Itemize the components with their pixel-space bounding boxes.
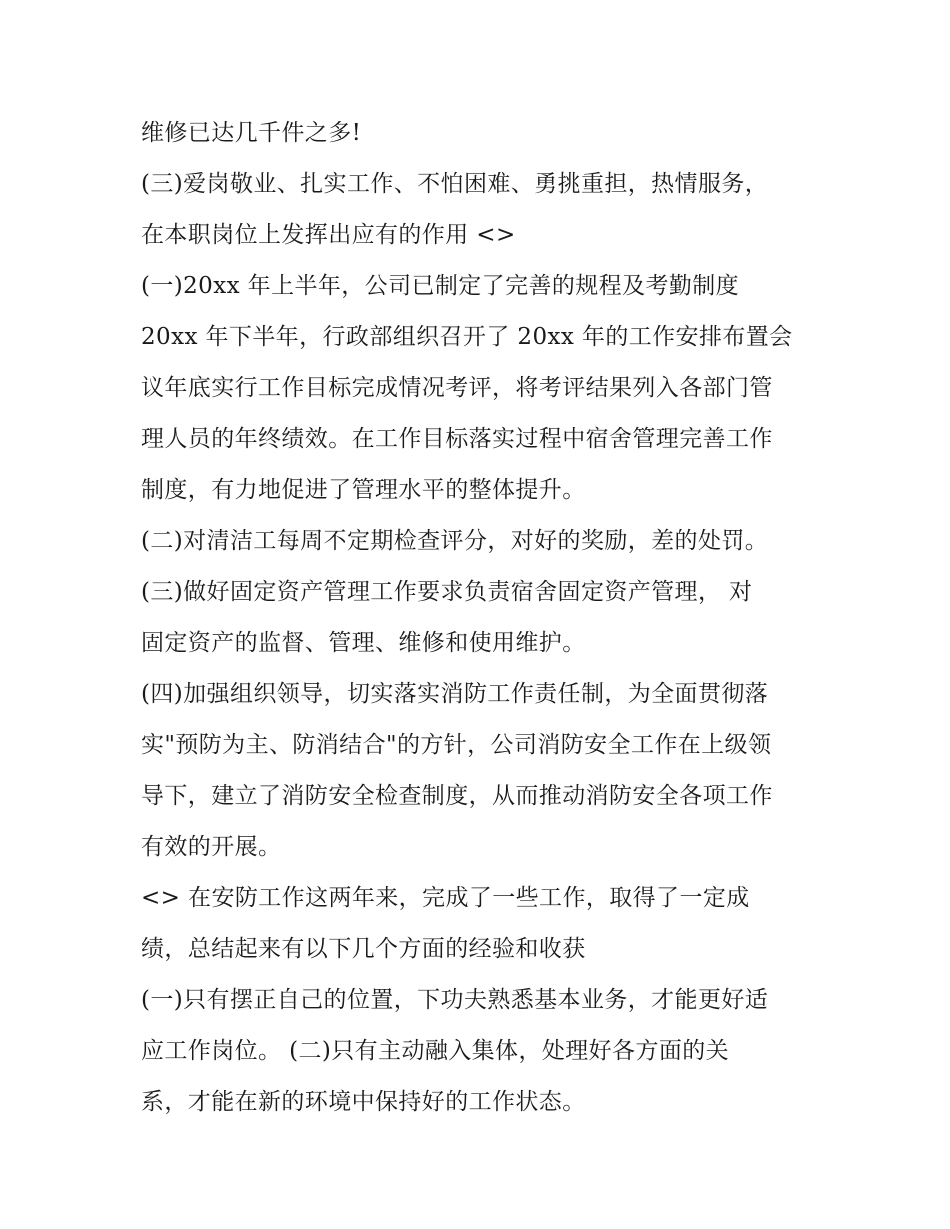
text-line: 制度，有力地促进了管理水平的整体提升。 xyxy=(141,477,586,503)
text-line: 20xx 年下半年，行政部组织召开了 20xx 年的工作安排布置会 xyxy=(141,324,793,350)
text-line: (三)爱岗敬业、扎实工作、不怕困难、勇挑重担，热情服务， xyxy=(141,171,769,197)
text-line: 绩，总结起来有以下几个方面的经验和收获 xyxy=(141,936,586,962)
text-line: 系，才能在新的环境中保持好的工作状态。 xyxy=(141,1089,586,1115)
text-line: 有效的开展。 xyxy=(141,834,282,860)
text-line: <> 在安防工作这两年来，完成了一些工作，取得了一定成 xyxy=(141,885,750,911)
text-line: 实"预防为主、防消结合"的方针，公司消防安全工作在上级领 xyxy=(141,732,772,758)
text-line: 维修已达几千件之多! xyxy=(141,120,362,146)
document-body xyxy=(141,108,841,1128)
text-line: 导下，建立了消防安全检查制度，从而推动消防安全各项工作 xyxy=(141,783,773,809)
text-line: (三)做好固定资产管理工作要求负责宿舍固定资产管理， 对 xyxy=(141,579,753,605)
text-line: 理人员的年终绩效。在工作目标落实过程中宿舍管理完善工作 xyxy=(141,426,773,452)
text-line: (一)20xx 年上半年，公司已制定了完善的规程及考勤制度 xyxy=(141,273,740,299)
text-line: 议年底实行工作目标完成情况考评，将考评结果列入各部门管 xyxy=(141,375,773,401)
text-line: (二)对清洁工每周不定期检查评分，对好的奖励，差的处罚。 xyxy=(141,528,769,554)
text-line: 在本职岗位上发挥出应有的作用 <> xyxy=(141,222,516,248)
text-line: 固定资产的监督、管理、维修和使用维护。 xyxy=(141,630,586,656)
text-line: 应工作岗位。 (二)只有主动融入集体，处理好各方面的关 xyxy=(141,1038,730,1064)
text-line: (一)只有摆正自己的位置，下功夫熟悉基本业务，才能更好适 xyxy=(141,987,769,1013)
text-line: (四)加强组织领导，切实落实消防工作责任制，为全面贯彻落 xyxy=(141,681,769,707)
